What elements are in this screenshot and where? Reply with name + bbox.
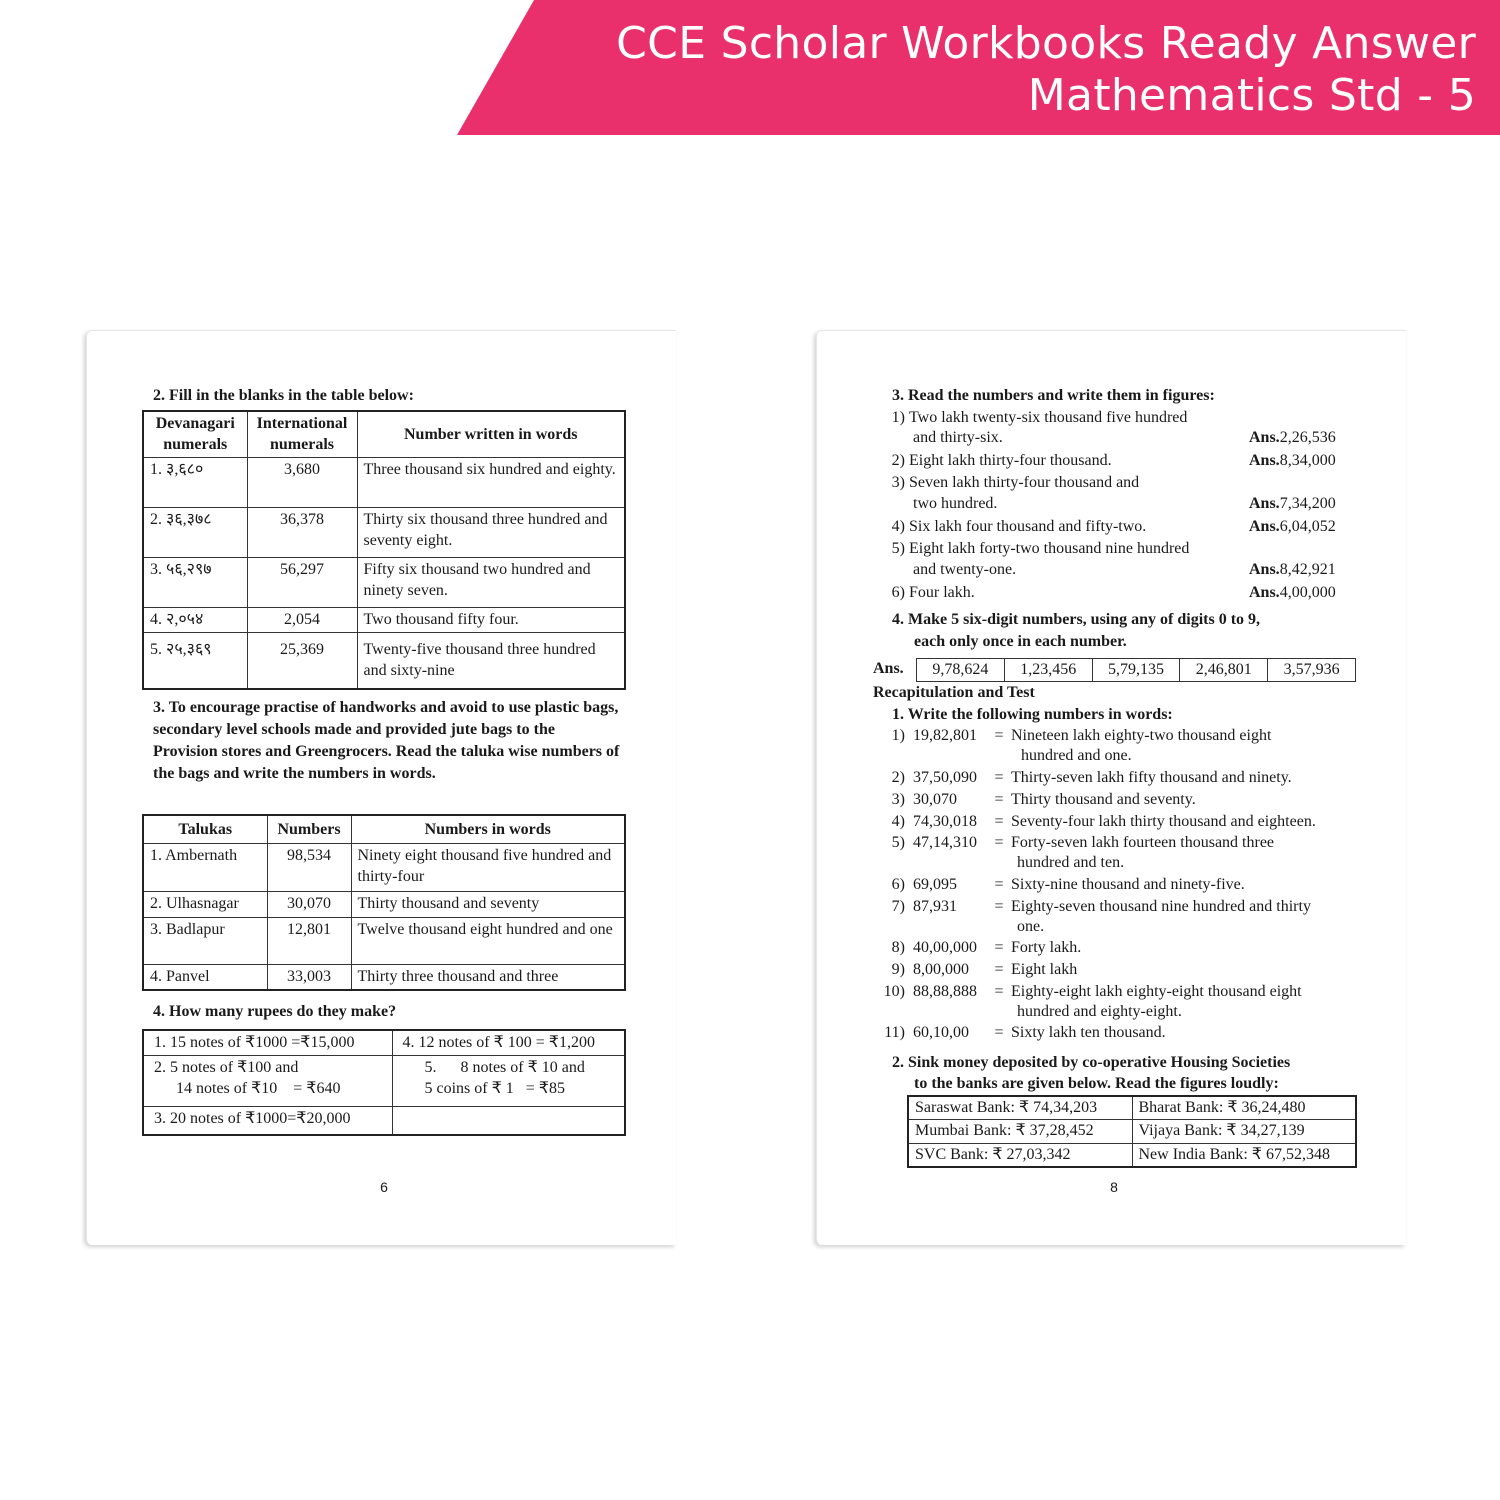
- equals-sign: =: [994, 834, 1004, 851]
- talukas-table: [142, 814, 626, 991]
- equals-sign: =: [994, 983, 1004, 1000]
- table-cell: Thirty thousand and seventy: [351, 891, 625, 917]
- item-value: 60,10,00: [913, 1024, 969, 1041]
- item-value: 37,50,090: [913, 769, 977, 786]
- item-number: 5): [891, 834, 905, 851]
- list-item: [867, 1023, 1166, 1043]
- table-cell: Thirty six thousand three hundred and seventy eight.: [357, 507, 625, 557]
- table-cell: Ninety eight thousand five hundred and thirty-four: [351, 843, 625, 891]
- table-row: [143, 843, 625, 891]
- item-text: Two lakh twenty-six thousand five hundred: [909, 409, 1188, 426]
- table-header: International numerals: [247, 411, 357, 457]
- list-item: [867, 768, 1292, 788]
- table-cell: [392, 1056, 625, 1107]
- table-cell: 2. ३६,३७८: [143, 507, 247, 557]
- table-cell: 4. २,०५४: [143, 607, 247, 632]
- table-row: [143, 891, 625, 917]
- table-cell: Thirty three thousand and three: [351, 964, 625, 990]
- table-cell: 3. Badlapur: [143, 917, 267, 964]
- list-item: [867, 583, 975, 603]
- table-cell: Bharat Bank: ₹ 36,24,480: [1132, 1096, 1356, 1120]
- item-words-cont: one.: [1017, 918, 1045, 935]
- table-cell: 56,297: [247, 557, 357, 607]
- equals-sign: =: [994, 898, 1004, 915]
- table-cell: 30,070: [267, 891, 351, 917]
- table-row: [908, 1144, 1356, 1168]
- equals-sign: =: [994, 1024, 1004, 1041]
- table-cell: [392, 1107, 625, 1135]
- answer: [1249, 517, 1336, 537]
- item-words: Forty lakh.: [1011, 939, 1082, 956]
- item-number: 4): [891, 518, 905, 535]
- item-words: Sixty-nine thousand and ninety-five.: [1011, 876, 1245, 893]
- q4-title-line2: each only once in each number.: [914, 633, 1127, 650]
- recap-q1-title: 1. Write the following numbers in words:: [892, 706, 1173, 723]
- list-item: [867, 517, 1146, 537]
- table-cell: 5,79,135: [1092, 659, 1180, 682]
- item-text-cont: and twenty-one.: [913, 561, 1017, 578]
- table-cell: 2. Ulhasnagar: [143, 891, 267, 917]
- item-words: Forty-seven lakh fourteen thousand three: [1011, 834, 1275, 851]
- equals-sign: =: [994, 813, 1004, 830]
- ans-value: 8,34,000: [1279, 452, 1336, 469]
- item-value: 69,095: [913, 876, 957, 893]
- ans-label: Ans.: [1249, 452, 1280, 469]
- table-header: Number written in words: [357, 411, 625, 457]
- table-cell: 1. Ambernath: [143, 843, 267, 891]
- item-number: 3): [891, 791, 905, 808]
- table-cell: 12,801: [267, 917, 351, 964]
- table-cell: Twenty-five thousand three hundred and sixty-nine: [357, 632, 625, 689]
- ans-label: Ans.: [1249, 584, 1280, 601]
- item-text: Eight lakh thirty-four thousand.: [909, 452, 1112, 469]
- cell-line: 2. 5 notes of ₹100 and: [154, 1059, 299, 1076]
- table-row: [143, 964, 625, 990]
- list-item: [867, 812, 1316, 832]
- item-words: Seventy-four lakh thirty thousand and eighteen.: [1011, 813, 1316, 830]
- table-row: [143, 1030, 625, 1056]
- six-digit-answers: [916, 658, 1356, 682]
- table-cell: 36,378: [247, 507, 357, 557]
- table-cell: 1. ३,६८०: [143, 457, 247, 507]
- table-cell: Three thousand six hundred and eighty.: [357, 457, 625, 507]
- table-cell: 1,23,456: [1004, 659, 1092, 682]
- equals-sign: =: [994, 876, 1004, 893]
- list-item: [867, 451, 1112, 471]
- equals-sign: =: [994, 727, 1004, 744]
- list-item: [867, 938, 1081, 958]
- item-number: 3): [891, 474, 905, 491]
- table-cell: 5. २५,३६९: [143, 632, 247, 689]
- table-cell: Vijaya Bank: ₹ 34,27,139: [1132, 1120, 1356, 1144]
- equals-sign: =: [994, 791, 1004, 808]
- right-workbook-page: [816, 330, 1406, 1245]
- list-item: [867, 408, 1187, 428]
- item-number: 11): [884, 1024, 905, 1041]
- item-words: Eighty-eight lakh eighty-eight thousand eight: [1011, 983, 1302, 1000]
- answer: [1249, 583, 1336, 603]
- item-number: 7): [891, 898, 905, 915]
- table-cell: 3. ५६,२९७: [143, 557, 247, 607]
- equals-sign: =: [994, 939, 1004, 956]
- item-text: Six lakh four thousand and fifty-two.: [909, 518, 1147, 535]
- table-cell: New India Bank: ₹ 67,52,348: [1132, 1144, 1356, 1168]
- answer: [1249, 451, 1336, 471]
- item-words-cont: hundred and eighty-eight.: [1017, 1003, 1182, 1020]
- list-item: [867, 960, 1077, 980]
- list-item: [867, 897, 1311, 917]
- item-text: Eight lakh forty-two thousand nine hundred: [909, 540, 1190, 557]
- item-words-cont: hundred and one.: [1017, 747, 1132, 764]
- table-row: [143, 457, 625, 507]
- table-cell: 9,78,624: [917, 659, 1005, 682]
- item-number: 10): [883, 983, 905, 1000]
- list-item: [867, 833, 1274, 853]
- list-item: [867, 726, 1271, 746]
- item-number: 1): [891, 727, 905, 744]
- table-row: [908, 1096, 1356, 1120]
- item-value: 19,82,801: [913, 727, 977, 744]
- item-number: 6): [891, 876, 905, 893]
- rupees-table: [142, 1029, 626, 1136]
- table-cell: 4. 12 notes of ₹ 100 = ₹1,200: [392, 1030, 625, 1056]
- list-item: [867, 539, 1189, 559]
- equals-sign: =: [994, 961, 1004, 978]
- item-text: Seven lakh thirty-four thousand and: [909, 474, 1140, 491]
- item-number: 4): [891, 813, 905, 830]
- item-value: 87,931: [913, 898, 957, 915]
- cell-line: 5. 8 notes of ₹ 10 and: [424, 1059, 585, 1076]
- list-item: [867, 982, 1302, 1002]
- item-value: 8,00,000: [913, 961, 969, 978]
- page-number: 6: [380, 1179, 388, 1195]
- ans-label: Ans.: [1249, 561, 1280, 578]
- ans-label: Ans.: [873, 660, 904, 677]
- item-number: 1): [891, 409, 905, 426]
- item-value: 47,14,310: [913, 834, 977, 851]
- ans-label: Ans.: [1249, 518, 1280, 535]
- table-row: [143, 632, 625, 689]
- item-value: 88,88,888: [913, 983, 977, 1000]
- table-cell: Saraswat Bank: ₹ 74,34,203: [908, 1096, 1132, 1120]
- answer: [1249, 560, 1336, 580]
- answer: [1249, 494, 1336, 514]
- table-row: [917, 659, 1356, 682]
- q3-title: 3. To encourage practise of handworks and avoid to use plastic bags, secondary level schools made and provided jute bags to the Provision stores and Greengrocers. Read the taluka wise numbers of the bags and write the numbers in words.: [153, 699, 620, 782]
- item-value: 30,070: [913, 791, 957, 808]
- ans-label: Ans.: [1249, 429, 1280, 446]
- fill-blanks-table: [142, 410, 626, 690]
- page-number: 8: [1110, 1179, 1118, 1195]
- table-header: Numbers: [267, 815, 351, 843]
- table-cell: 33,003: [267, 964, 351, 990]
- table-cell: [143, 1056, 392, 1107]
- q2-title: 2. Fill in the blanks in the table below:: [153, 387, 414, 404]
- cell-line: 5 coins of ₹ 1 = ₹85: [424, 1080, 565, 1097]
- equals-sign: =: [994, 769, 1004, 786]
- table-row: [143, 917, 625, 964]
- table-cell: 3. 20 notes of ₹1000=₹20,000: [143, 1107, 392, 1135]
- item-words: Nineteen lakh eighty-two thousand eight: [1011, 727, 1272, 744]
- table-row: [143, 1107, 625, 1135]
- section-heading: Recapitulation and Test: [873, 684, 1035, 701]
- table-cell: 98,534: [267, 843, 351, 891]
- table-cell: Fifty six thousand two hundred and ninety seven.: [357, 557, 625, 607]
- list-item: [867, 473, 1139, 493]
- ans-value: 6,04,052: [1279, 518, 1336, 535]
- item-words: Sixty lakh ten thousand.: [1011, 1024, 1166, 1041]
- item-number: 6): [891, 584, 905, 601]
- ans-label: Ans.: [1249, 495, 1280, 512]
- table-row: [143, 1056, 625, 1107]
- item-number: 2): [891, 452, 905, 469]
- item-words: Thirty-seven lakh fifty thousand and ninety.: [1011, 769, 1292, 786]
- recap-q2-title-line1: 2. Sink money deposited by co-operative Housing Societies: [892, 1054, 1291, 1071]
- table-cell: 3,57,936: [1268, 659, 1356, 682]
- table-header: Devanagari numerals: [143, 411, 247, 457]
- q3-title: 3. Read the numbers and write them in figures:: [892, 387, 1215, 404]
- list-item: [867, 790, 1196, 810]
- item-text: Four lakh.: [909, 584, 975, 601]
- item-number: 8): [891, 939, 905, 956]
- item-words-cont: hundred and ten.: [1017, 854, 1125, 871]
- ans-value: 8,42,921: [1279, 561, 1336, 578]
- list-item: [867, 875, 1245, 895]
- item-words: Eighty-seven thousand nine hundred and thirty: [1011, 898, 1311, 915]
- banner-title-line1: CCE Scholar Workbooks Ready Answer: [616, 18, 1476, 69]
- banner-title: [616, 18, 1476, 122]
- item-text-cont: two hundred.: [913, 495, 998, 512]
- table-cell: 4. Panvel: [143, 964, 267, 990]
- table-row: [143, 607, 625, 632]
- table-header: Talukas: [143, 815, 267, 843]
- item-words: Eight lakh: [1011, 961, 1078, 978]
- item-number: 5): [891, 540, 905, 557]
- q4-title-line1: 4. Make 5 six-digit numbers, using any of digits 0 to 9,: [892, 611, 1261, 628]
- item-number: 9): [891, 961, 905, 978]
- table-cell: 1. 15 notes of ₹1000 =₹15,000: [143, 1030, 392, 1056]
- ans-value: 7,34,200: [1279, 495, 1336, 512]
- table-cell: SVC Bank: ₹ 27,03,342: [908, 1144, 1132, 1168]
- left-workbook-page: [86, 330, 676, 1245]
- item-text-cont: and thirty-six.: [913, 429, 1003, 446]
- table-cell: Two thousand fifty four.: [357, 607, 625, 632]
- item-number: 2): [891, 769, 905, 786]
- table-header: Numbers in words: [351, 815, 625, 843]
- item-value: 74,30,018: [913, 813, 977, 830]
- banner-title-line2: Mathematics Std - 5: [1027, 70, 1476, 121]
- table-cell: Twelve thousand eight hundred and one: [351, 917, 625, 964]
- item-value: 40,00,000: [913, 939, 977, 956]
- cell-line: 14 notes of ₹10 = ₹640: [176, 1080, 341, 1097]
- table-row: [908, 1120, 1356, 1144]
- ans-value: 4,00,000: [1279, 584, 1336, 601]
- ans-value: 2,26,536: [1279, 429, 1336, 446]
- table-cell: 25,369: [247, 632, 357, 689]
- table-cell: 2,46,801: [1180, 659, 1268, 682]
- table-cell: 3,680: [247, 457, 357, 507]
- table-row: [143, 507, 625, 557]
- answer: [1249, 428, 1336, 448]
- item-words: Thirty thousand and seventy.: [1011, 791, 1196, 808]
- table-cell: 2,054: [247, 607, 357, 632]
- q4-title: 4. How many rupees do they make?: [153, 1003, 397, 1020]
- table-cell: Mumbai Bank: ₹ 37,28,452: [908, 1120, 1132, 1144]
- table-row: [143, 557, 625, 607]
- recap-q2-title-line2: to the banks are given below. Read the figures loudly:: [914, 1075, 1279, 1092]
- bank-deposits-table: [907, 1095, 1357, 1168]
